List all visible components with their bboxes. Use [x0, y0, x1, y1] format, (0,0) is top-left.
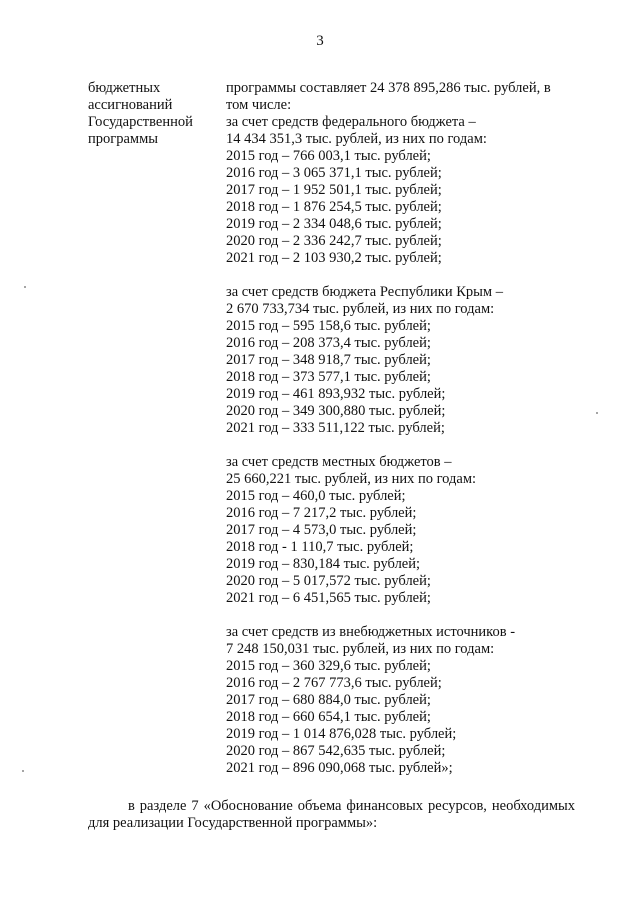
funding-block: [226, 454, 575, 607]
left-column-line: ассигнований: [88, 97, 173, 113]
year-amount-line: 2019 год – 461 893,932 тыс. рублей;: [226, 386, 446, 402]
funding-block: [226, 114, 575, 267]
year-amount-line: 2020 год – 867 542,635 тыс. рублей;: [226, 743, 446, 759]
year-amount-line: 2017 год – 680 884,0 тыс. рублей;: [226, 692, 431, 708]
scan-speck: [22, 770, 24, 772]
footer-line: в разделе 7 «Обоснование объема финансовых ресурсов, необходимых: [128, 798, 575, 814]
year-amount-line: 2015 год – 766 003,1 тыс. рублей;: [226, 148, 431, 164]
funding-source-heading: за счет средств бюджета Республики Крым –: [226, 284, 503, 300]
year-amount-line: 2020 год – 5 017,572 тыс. рублей;: [226, 573, 431, 589]
intro-line: том числе:: [226, 97, 292, 113]
left-column: [88, 80, 218, 148]
funding-total: 25 660,221 тыс. рублей, из них по годам:: [226, 471, 477, 487]
funding-block: [226, 284, 575, 437]
right-column: [226, 80, 575, 777]
year-amount-line: 2020 год – 349 300,880 тыс. рублей;: [226, 403, 446, 419]
left-column-line: Государственной: [88, 114, 193, 130]
footer-paragraph: [88, 798, 575, 832]
funding-source-heading: за счет средств местных бюджетов –: [226, 454, 452, 470]
funding-total: 14 434 351,3 тыс. рублей, из них по годам:: [226, 131, 487, 147]
funding-block: [226, 624, 575, 777]
funding-total: 7 248 150,031 тыс. рублей, из них по годам:: [226, 641, 495, 657]
year-amount-line: 2021 год – 896 090,068 тыс. рублей»;: [226, 760, 453, 776]
year-amount-line: 2017 год – 1 952 501,1 тыс. рублей;: [226, 182, 442, 198]
year-amount-line: 2015 год – 360 329,6 тыс. рублей;: [226, 658, 431, 674]
year-amount-line: 2019 год – 830,184 тыс. рублей;: [226, 556, 421, 572]
left-column-line: программы: [88, 131, 158, 147]
funding-blocks: [226, 114, 575, 777]
year-amount-line: 2019 год – 2 334 048,6 тыс. рублей;: [226, 216, 442, 232]
year-amount-line: 2016 год – 2 767 773,6 тыс. рублей;: [226, 675, 442, 691]
year-amount-line: 2018 год – 1 876 254,5 тыс. рублей;: [226, 199, 442, 215]
page-number: 3: [316, 33, 324, 49]
scan-speck: [24, 286, 26, 288]
year-amount-line: 2017 год – 348 918,7 тыс. рублей;: [226, 352, 431, 368]
year-amount-line: 2021 год – 2 103 930,2 тыс. рублей;: [226, 250, 442, 266]
year-amount-line: 2019 год – 1 014 876,028 тыс. рублей;: [226, 726, 457, 742]
year-amount-line: 2021 год – 333 511,122 тыс. рублей;: [226, 420, 445, 436]
left-column-line: бюджетных: [88, 80, 161, 96]
year-amount-line: 2015 год – 460,0 тыс. рублей;: [226, 488, 406, 504]
year-amount-line: 2016 год – 7 217,2 тыс. рублей;: [226, 505, 417, 521]
year-amount-line: 2021 год – 6 451,565 тыс. рублей;: [226, 590, 431, 606]
year-amount-line: 2018 год – 660 654,1 тыс. рублей;: [226, 709, 431, 725]
scan-speck: [596, 412, 598, 414]
year-amount-line: 2018 год - 1 110,7 тыс. рублей;: [226, 539, 414, 555]
funding-source-heading: за счет средств федерального бюджета –: [226, 114, 476, 130]
year-amount-line: 2018 год – 373 577,1 тыс. рублей;: [226, 369, 431, 385]
intro-block: [226, 80, 575, 114]
year-amount-line: 2017 год – 4 573,0 тыс. рублей;: [226, 522, 417, 538]
funding-total: 2 670 733,734 тыс. рублей, из них по годам:: [226, 301, 495, 317]
year-amount-line: 2016 год – 208 373,4 тыс. рублей;: [226, 335, 431, 351]
footer-line: для реализации Государственной программы»:: [88, 815, 378, 831]
year-amount-line: 2015 год – 595 158,6 тыс. рублей;: [226, 318, 431, 334]
year-amount-line: 2020 год – 2 336 242,7 тыс. рублей;: [226, 233, 442, 249]
year-amount-line: 2016 год – 3 065 371,1 тыс. рублей;: [226, 165, 442, 181]
intro-line: программы составляет 24 378 895,286 тыс. рублей, в: [226, 80, 551, 96]
funding-source-heading: за счет средств из внебюджетных источников -: [226, 624, 516, 640]
